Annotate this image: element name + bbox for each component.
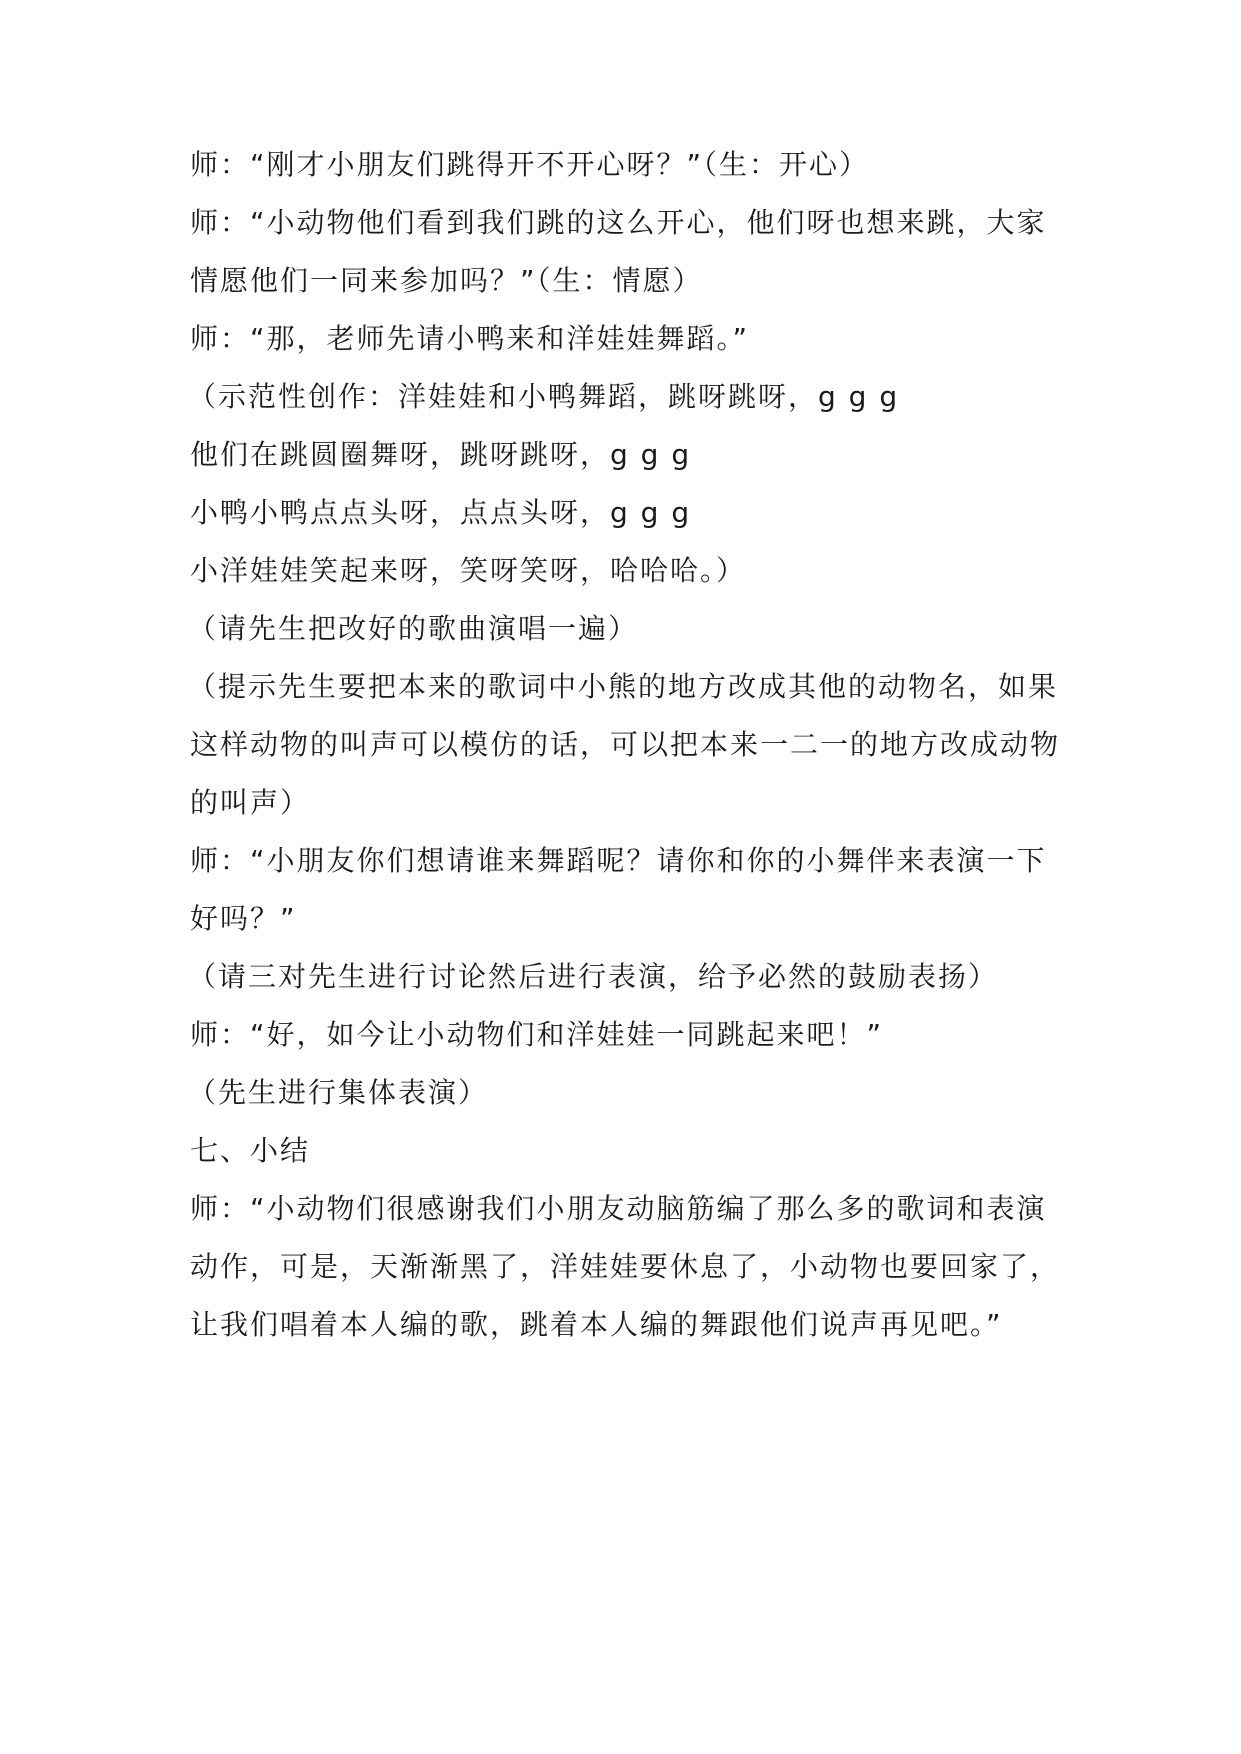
text-line: 好吗？” [190,902,297,935]
text-line: 师：“小动物们很感谢我们小朋友动脑筋编了那么多的歌词和表演 [190,1192,1047,1225]
text-line: 师：“那，老师先请小鸭来和洋娃娃舞蹈。” [190,322,750,355]
text-line: 小鸭小鸭点点头呀，点点头呀，g g g [190,496,692,529]
text-line: 让我们唱着本人编的歌，跳着本人编的舞跟他们说声再见吧。” [190,1308,1003,1341]
text-line: 师：“小朋友你们想请谁来舞蹈呢？请你和你的小舞伴来表演一下 [190,844,1047,877]
text-line: 这样动物的叫声可以模仿的话，可以把本来一二一的地方改成动物 [190,728,1061,761]
text-line: 的叫声） [190,786,311,819]
text-line: （提示先生要把本来的歌词中小熊的地方改成其他的动物名，如果 [188,670,1059,703]
text-line: （请三对先生进行讨论然后进行表演，给予必然的鼓励表扬） [188,960,999,993]
text-line: 师：“小动物他们看到我们跳的这么开心，他们呀也想来跳，大家 [190,206,1047,239]
section-heading: 七、小结 [190,1134,311,1167]
text-line: 他们在跳圆圈舞呀，跳呀跳呀，g g g [190,438,692,471]
text-line: 情愿他们一同来参加吗？”（生：情愿） [190,264,703,297]
text-line: 师：“好，如今让小动物们和洋娃娃一同跳起来吧！” [190,1018,884,1051]
text-line: （请先生把改好的歌曲演唱一遍） [188,612,639,645]
text-line: 动作，可是，天渐渐黑了，洋娃娃要休息了，小动物也要回家了， [190,1250,1061,1283]
text-line: （先生进行集体表演） [188,1076,489,1109]
text-line: 小洋娃娃笑起来呀，笑呀笑呀，哈哈哈。） [190,554,747,587]
text-line: 师：“刚才小朋友们跳得开不开心呀？”（生：开心） [190,148,870,181]
text-line: （示范性创作：洋娃娃和小鸭舞蹈，跳呀跳呀，g g g [188,380,900,413]
